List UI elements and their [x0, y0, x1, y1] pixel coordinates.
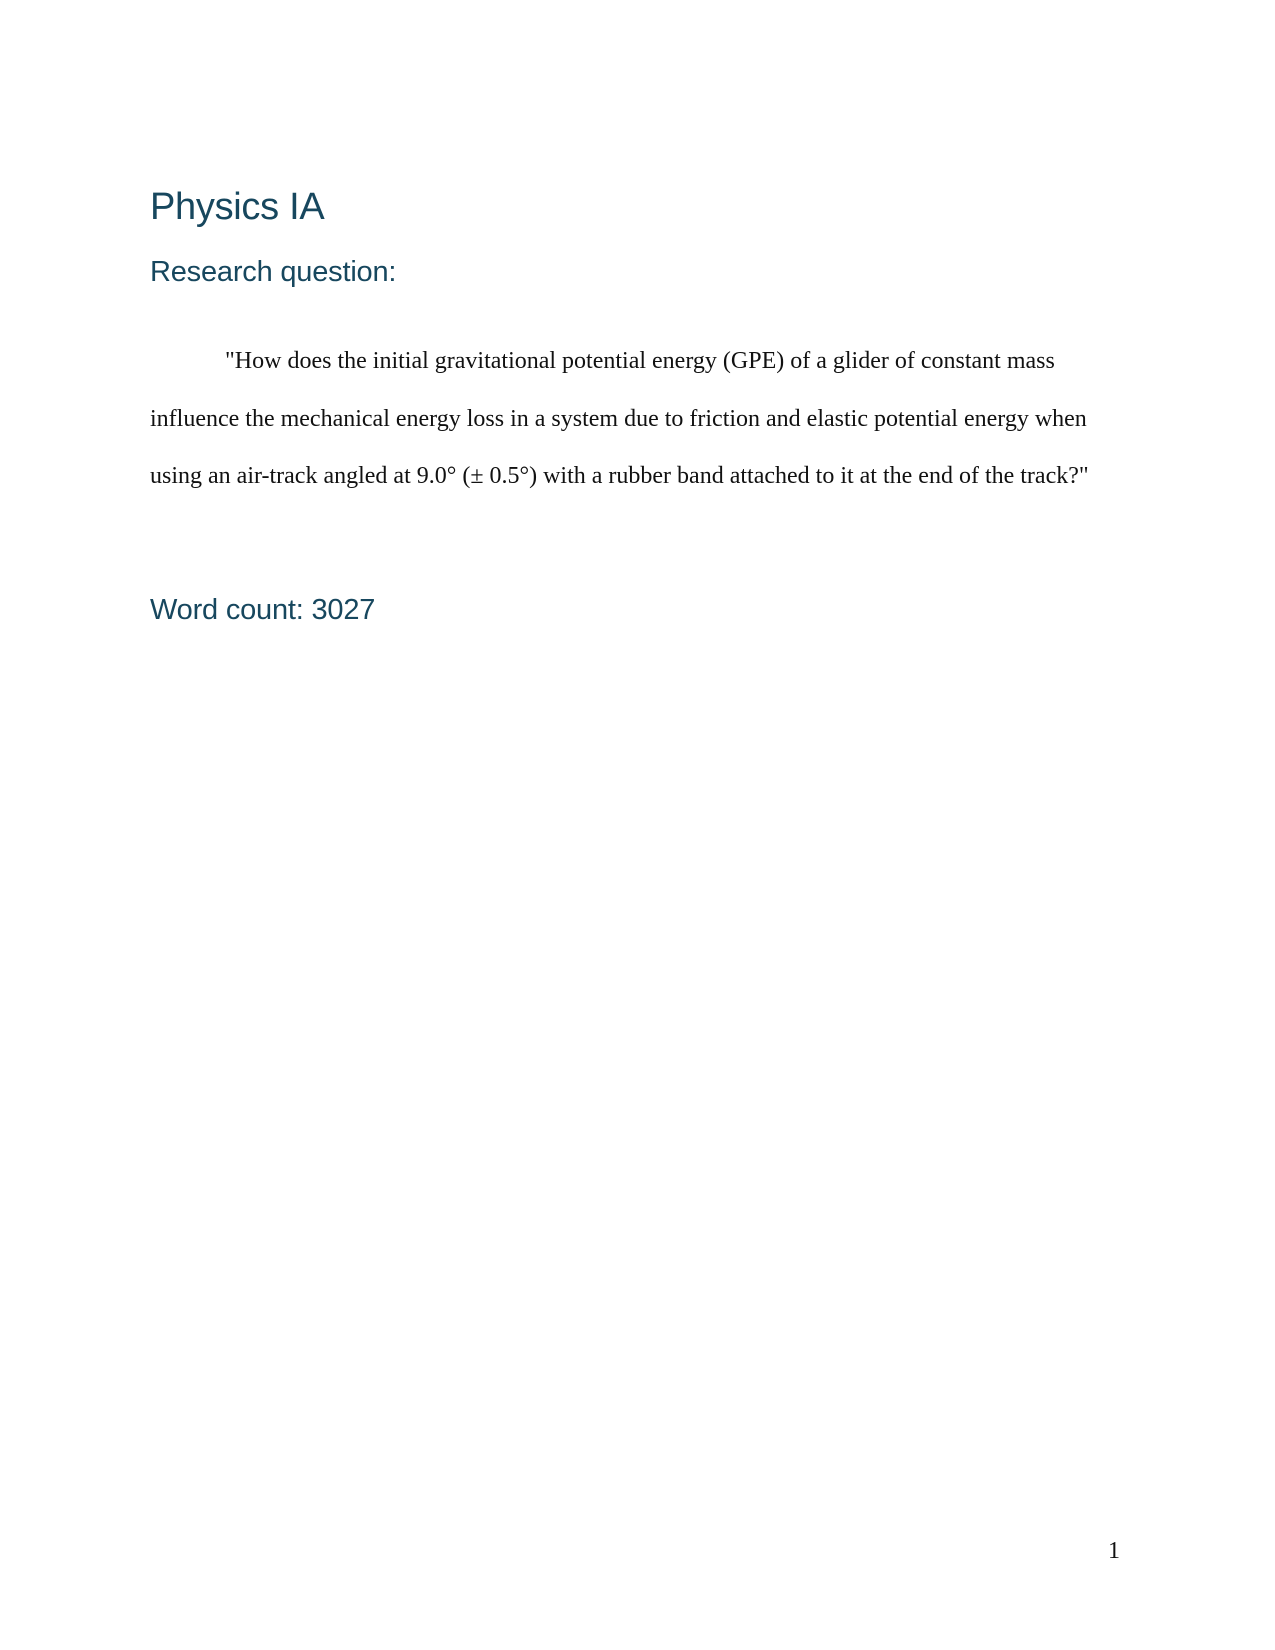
document-title: Physics IA — [150, 186, 325, 228]
research-question-heading: Research question: — [150, 256, 397, 288]
page-number: 1 — [1108, 1538, 1120, 1564]
research-question-text: "How does the initial gravitational potential energy (GPE) of a glider of constant mass influence the mechanical energy loss in a system due to friction and elastic potential energy when using an air-track angled at 9.0° (± 0.5°) with a rubber band attached to it at the end of the track?" — [150, 348, 1089, 489]
word-count-heading: Word count: 3027 — [150, 594, 376, 626]
